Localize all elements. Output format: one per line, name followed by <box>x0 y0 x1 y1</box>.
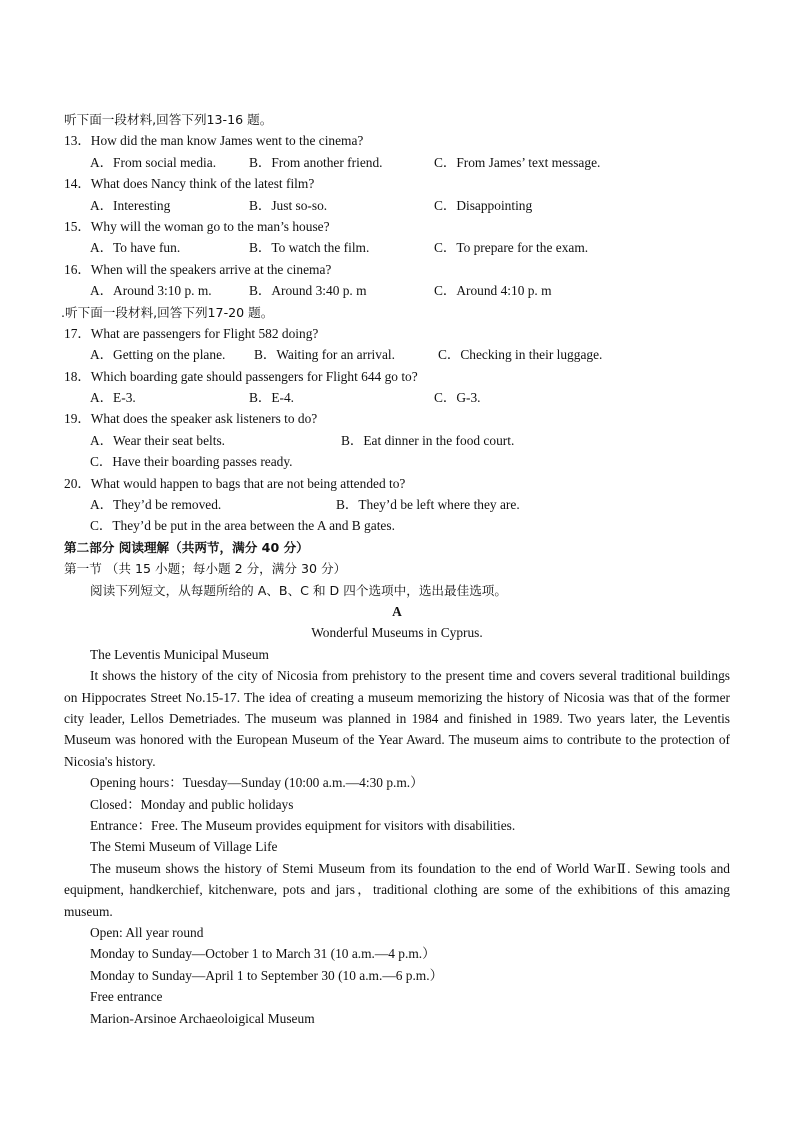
section-heading: 第一节 （共 15 小题；每小题 2 分，满分 30 分） <box>64 561 347 577</box>
hours-winter: Monday to Sunday—October 1 to March 31 (10 a.m.—4 p.m.） <box>90 946 436 962</box>
option-a: A．They’d be removed. <box>90 497 222 513</box>
option-a: A．From social media. <box>90 154 217 170</box>
passage-letter: A <box>392 603 402 619</box>
question-15: 15．Why will the woman go to the man’s house? <box>64 218 330 234</box>
option-a: A．Around 3:10 p. m. <box>90 283 212 299</box>
part2-heading: 第二部分 阅读理解（共两节，满分 40 分） <box>64 539 309 555</box>
options-19-ab <box>64 430 730 451</box>
listening-intro-13-16: 听下面一段材料,回答下列13-16 题。 <box>64 112 273 127</box>
options-15 <box>64 237 730 258</box>
hours-summer: Monday to Sunday—April 1 to September 30 (10 a.m.—6 p.m.） <box>90 967 443 983</box>
question-19: 19．What does the speaker ask listeners to do? <box>64 411 318 427</box>
exam-page <box>61 109 730 1029</box>
option-c: C．Checking in their luggage. <box>438 347 603 363</box>
museum-name-marion-arsinoe: Marion-Arsinoe Archaeoloigical Museum <box>90 1010 315 1026</box>
option-c: C．Disappointing <box>434 197 533 213</box>
option-b: B．Just so-so. <box>249 197 328 213</box>
option-c: C．Around 4:10 p. m <box>434 283 552 299</box>
open-info: Open: All year round <box>90 924 204 940</box>
options-17 <box>64 344 730 365</box>
closed-days: Closed：Monday and public holidays <box>90 796 294 812</box>
option-b: B．E-4. <box>249 390 295 406</box>
question-18: 18．Which boarding gate should passengers for Flight 644 go to? <box>64 368 418 384</box>
opening-hours: Opening hours：Tuesday—Sunday (10:00 a.m.—4:30 p.m.） <box>90 775 424 791</box>
option-b: B．From another friend. <box>249 154 383 170</box>
museum-description-stemi: The museum shows the history of Stemi Museum from its foundation to the end of World WarⅡ. Sewing tools and equipment, handkerchief, kitchenware, pots and jars，traditional clothing are some of the exhibitions of this amazing museum. <box>64 860 730 919</box>
option-b: B．To watch the film. <box>249 240 370 256</box>
options-16 <box>64 280 730 301</box>
question-20: 20．What would happen to bags that are not being attended to? <box>64 475 406 491</box>
option-a: A．To have fun. <box>90 240 181 256</box>
options-18 <box>64 387 730 408</box>
reading-instruction: 阅读下列短文，从每题所给的 A、B、C 和 D 四个选项中，选出最佳选项。 <box>90 582 507 598</box>
option-a: A．Wear their seat belts. <box>90 432 226 448</box>
passage-title: Wonderful Museums in Cyprus. <box>311 625 483 641</box>
option-a: A．Interesting <box>90 197 171 213</box>
option-b: B．Waiting for an arrival. <box>254 347 395 363</box>
option-c: C．G-3. <box>434 390 481 406</box>
option-b: B．They’d be left where they are. <box>336 497 520 513</box>
listening-intro-17-20: .听下面一段材料,回答下列17-20 题。 <box>61 304 274 320</box>
museum-name-stemi: The Stemi Museum of Village Life <box>90 839 278 855</box>
option-c: C．From James’ text message. <box>434 154 601 170</box>
option-c: C．To prepare for the exam. <box>434 240 589 256</box>
options-14 <box>64 195 730 216</box>
entrance-info: Free entrance <box>90 989 163 1005</box>
option-b: B．Around 3:40 p. m <box>249 283 367 299</box>
option-c: C．Have their boarding passes ready. <box>90 454 293 470</box>
options-20-ab <box>64 494 730 515</box>
option-c: C．They’d be put in the area between the A and B gates. <box>90 518 395 534</box>
option-a: A．Getting on the plane. <box>90 347 226 363</box>
museum-description-leventis: It shows the history of the city of Nicosia from prehistory to the present time and covers several traditional buildings on Hippocrates Street No.15-17. The idea of creating a museum memorizing the history of Nicosia was that of the former city leader, Lellos Demetriades. The museum was planned in 1984 and finished in 1989. Two years later, the Leventis Museum was honored with the European Museum of the Year Award. The museum aims to contribute to the protection of Nicosia's history. <box>64 668 730 769</box>
question-13: 13．How did the man know James went to the cinema? <box>64 133 364 149</box>
question-14: 14．What does Nancy think of the latest film? <box>64 176 315 192</box>
question-17: 17．What are passengers for Flight 582 doing? <box>64 325 319 341</box>
options-13 <box>64 152 730 173</box>
option-a: A．E-3. <box>90 390 136 406</box>
option-b: B．Eat dinner in the food court. <box>341 432 515 448</box>
museum-name-leventis: The Leventis Municipal Museum <box>90 646 269 662</box>
entrance-info: Entrance：Free. The Museum provides equipment for visitors with disabilities. <box>90 817 516 833</box>
question-16: 16．When will the speakers arrive at the cinema? <box>64 261 332 277</box>
